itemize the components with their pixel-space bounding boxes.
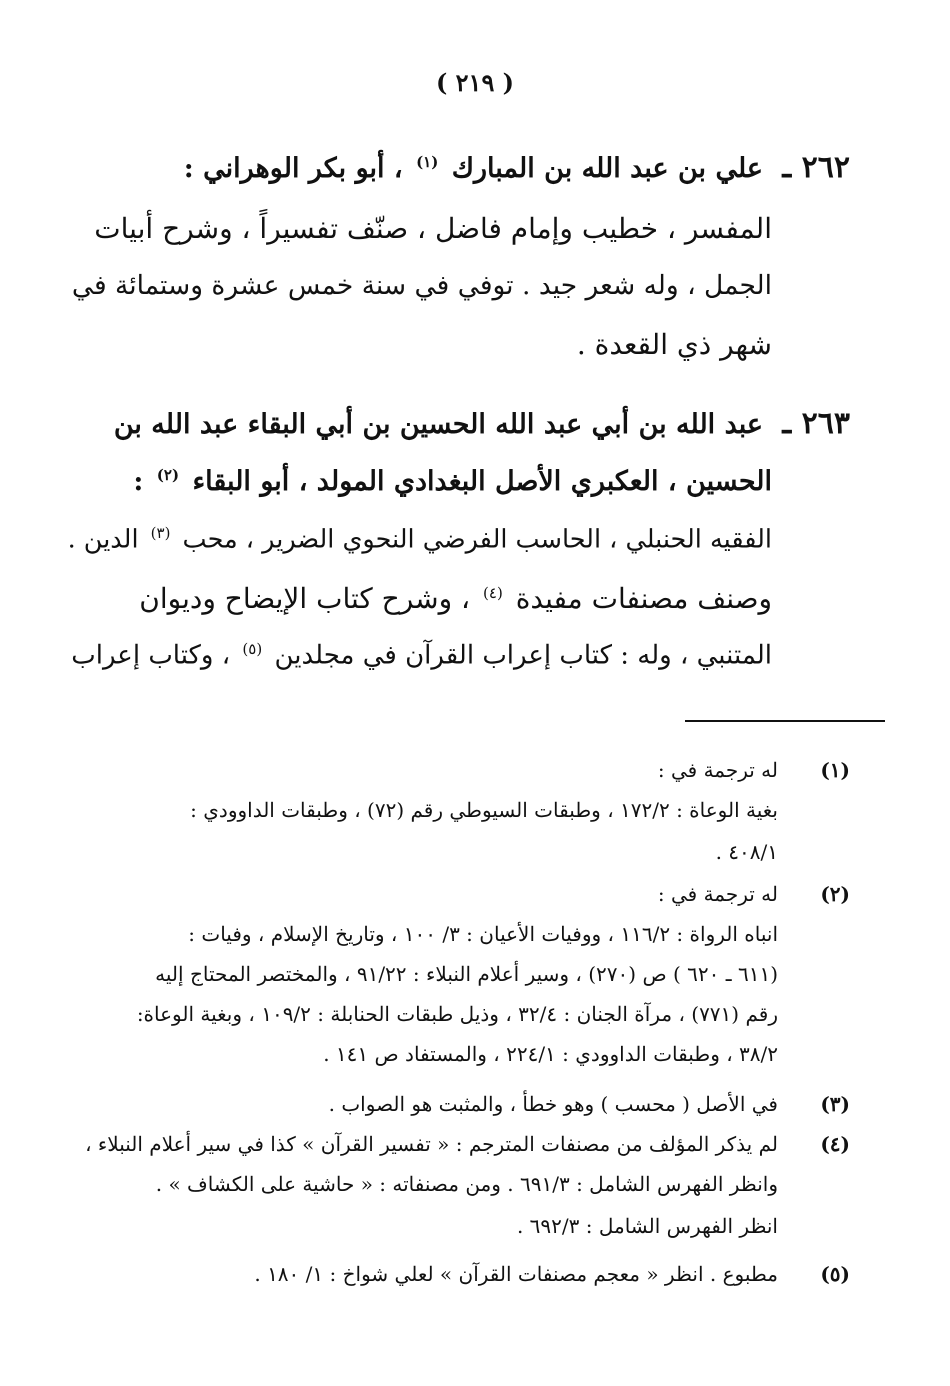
text: الفقيه الحنبلي ، الحاسب الفرضي النحوي الضرير ، محب	[182, 524, 772, 555]
entry-262-line-2: الجمل ، وله شعر جيد . توفي في سنة خمس عشرة وستمائة في	[71, 270, 772, 301]
footnote-ref[interactable]: (٢)	[156, 466, 180, 484]
footnote-4-line-1: لم يذكر المؤلف من مصنفات المترجم : « تفسير القرآن » كذا في سير أعلام النبلاء ،	[85, 1132, 778, 1156]
entry-name: علي بن عبد الله بن المبارك	[451, 153, 764, 184]
text: ، وشرح كتاب الإيضاح وديوان	[139, 582, 471, 615]
footnote-ref[interactable]: (٣)	[150, 524, 171, 542]
footnote-ref[interactable]: (٤)	[483, 583, 503, 602]
colon: :	[133, 466, 144, 497]
footnote-2-line-1: له ترجمة في :	[657, 882, 778, 906]
entry-263-heading	[114, 406, 850, 441]
footnote-2-line-3: (٦١١ ـ ٦٢٠ ) ص (٢٧٠) ، وسير أعلام النبلاء : ٩١/٢٢ ، والمختصر المحتاج إليه	[155, 962, 778, 986]
footnote-1-line-3: ٤٠٨/١ .	[715, 840, 778, 864]
page-number: ( ٢١٩ )	[435, 68, 515, 97]
footnote-1-line-1: له ترجمة في :	[657, 758, 778, 782]
footnote-5-line-1: مطبوع . انظر « معجم مصنفات القرآن » لعلي شواخ : ١/ ١٨٠ .	[254, 1262, 778, 1286]
entry-name: عبد الله بن أبي عبد الله الحسين بن أبي البقاء عبد الله بن	[113, 409, 764, 440]
footnote-number: (٣)	[820, 1092, 850, 1116]
footnote-2-line-5: ٣٨/٢ ، وطبقات الداوودي : ٢٢٤/١ ، والمستفاد ص ١٤١ .	[323, 1042, 778, 1066]
footnote-4-line-2: وانظر الفهرس الشامل : ٦٩١/٣ . ومن مصنفاته : « حاشية على الكشاف » .	[155, 1172, 778, 1196]
text: وصنف مصنفات مفيدة	[515, 582, 772, 615]
entry-263-line-5	[71, 640, 772, 671]
entry-262-line-1: المفسر ، خطيب وإمام فاضل ، صنّف تفسيراً ، وشرح أبيات	[94, 212, 772, 245]
text: الدين .	[67, 524, 139, 555]
entry-263-line-3	[68, 524, 772, 555]
footnote-number: (٤)	[820, 1132, 850, 1156]
entry-number: ٢٦٣ ـ	[782, 406, 850, 441]
footnote-number: (٢)	[820, 882, 850, 906]
footnote-2-line-4: رقم (٧٧١) ، مرآة الجنان : ٣٢/٤ ، وذيل طبقات الحنابلة : ١٠٩/٢ ، وبغية الوعاة:	[136, 1002, 778, 1026]
footnote-number: (٥)	[820, 1262, 850, 1286]
entry-262-heading	[184, 150, 850, 185]
footnote-separator	[685, 720, 885, 722]
footnote-number: (١)	[820, 758, 850, 782]
entry-number: ٢٦٢ ـ	[782, 150, 850, 185]
footnote-4-line-3: انظر الفهرس الشامل : ٦٩٢/٣ .	[516, 1214, 778, 1238]
text: المتنبي ، وله : كتاب إعراب القرآن في مجلدين	[274, 640, 772, 671]
footnote-ref[interactable]: (١)	[416, 153, 439, 171]
entry-kunya: ، أبو بكر الوهراني :	[183, 153, 403, 184]
footnote-2-line-2: انباه الرواة : ١١٦/٢ ، ووفيات الأعيان : ٣/ ١٠٠ ، وتاريخ الإسلام ، وفيات :	[188, 922, 778, 946]
entry-263-heading-line-2	[133, 466, 772, 497]
text: ، وكتاب إعراب	[71, 640, 231, 671]
entry-name-cont: الحسين ، العكبري الأصل البغدادي المولد ، أبو البقاء	[192, 466, 772, 497]
footnote-1-line-2: بغية الوعاة : ١٧٢/٢ ، وطبقات السيوطي رقم (٧٢) ، وطبقات الداوودي :	[190, 798, 778, 822]
entry-262-line-3: شهر ذي القعدة .	[576, 328, 772, 361]
entry-263-line-4	[139, 582, 772, 615]
footnote-ref[interactable]: (٥)	[242, 640, 263, 658]
footnote-3-line-1: في الأصل ( محسب ) وهو خطأ ، والمثبت هو الصواب .	[328, 1092, 778, 1116]
